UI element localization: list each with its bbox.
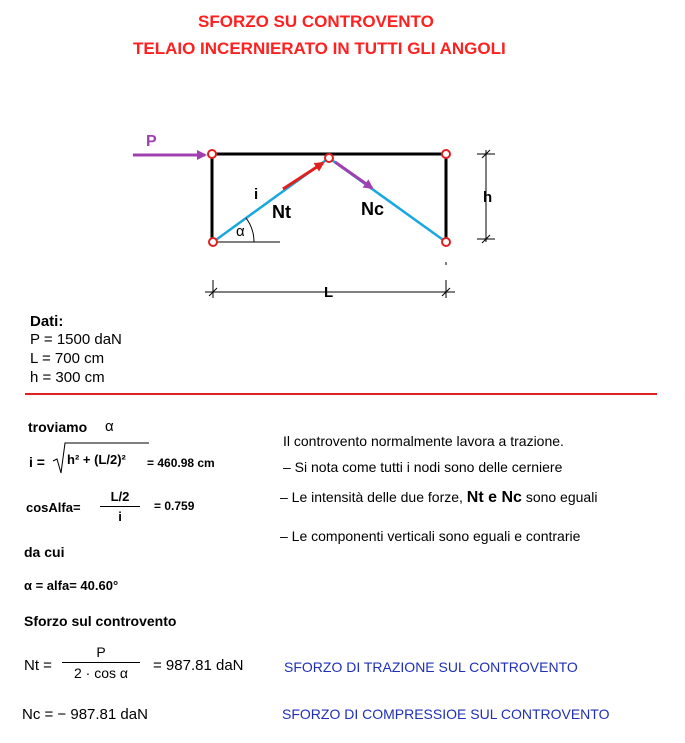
hinge-top-right [442,150,450,158]
nt-lhs: Nt = [24,657,52,674]
i-radicand: h² + (L/2)² [67,452,126,467]
nt-value: = 987.81 daN [153,657,244,674]
dati-L: L = 700 cm [30,350,105,367]
i-value: = 460.98 cm [147,456,215,470]
nt-fraction [62,644,140,681]
hinge-top-middle [325,154,333,162]
dati-h: h = 300 cm [30,369,105,386]
label-L: L [324,284,334,300]
nt-numerator: P [96,644,106,660]
result-compressione: SFORZO DI COMPRESSIOE SUL CONTROVENTO [282,706,610,722]
dati-heading: Dati: [30,313,64,330]
cos-value: = 0.759 [154,499,195,513]
note-3-pre: – Le intensità delle due forze, [280,489,463,505]
dati-P: P = 1500 daN [30,331,122,348]
cos-numerator: L/2 [110,489,130,504]
troviamo-label: troviamo [28,419,88,435]
i-lhs: i = [29,454,45,470]
alpha-arc [246,218,254,242]
nc-line: Nc = − 987.81 daN [22,706,148,723]
note-1: Il controvento normalmente lavora a trazione. [283,433,564,449]
note-3-bold: Nt e Nc [466,489,522,506]
force-arrow-Nc [335,162,372,188]
title-line-1: SFORZO SU CONTROVENTO [198,12,434,31]
cos-fraction [100,489,140,524]
note-2: – Si nota come tutti i nodi sono delle cerniere [283,459,563,475]
frame-diagram [0,0,685,300]
divider-rule [25,393,657,395]
hinge-bottom-right [442,238,450,246]
force-arrow-Nt [283,163,323,189]
label-P: P [146,133,157,150]
nt-denominator: 2 · cos α [74,665,128,681]
note-4: – Le componenti verticali sono eguali e contrarie [280,528,581,544]
note-3 [280,489,597,507]
result-trazione: SFORZO DI TRAZIONE SUL CONTROVENTO [284,659,578,675]
label-i: i [254,186,259,203]
title-line-2: TELAIO INCERNIERATO IN TUTTI GLI ANGOLI [133,39,506,58]
label-Nc: Nc [361,199,385,219]
label-h: h [483,189,493,206]
da-cui: da cui [24,544,65,560]
note-3-post: sono eguali [525,489,598,505]
sforzo-heading: Sforzo sul controvento [24,613,177,629]
label-Nt: Nt [272,202,291,222]
troviamo-alpha: α [105,418,114,435]
cos-lhs: cosAlfa= [26,500,81,515]
hinge-top-left [208,150,216,158]
alfa-line: α = alfa= 40.60° [24,578,119,593]
label-alpha: α [236,223,245,240]
hinge-bottom-left [209,238,217,246]
cos-denominator: i [118,509,122,524]
